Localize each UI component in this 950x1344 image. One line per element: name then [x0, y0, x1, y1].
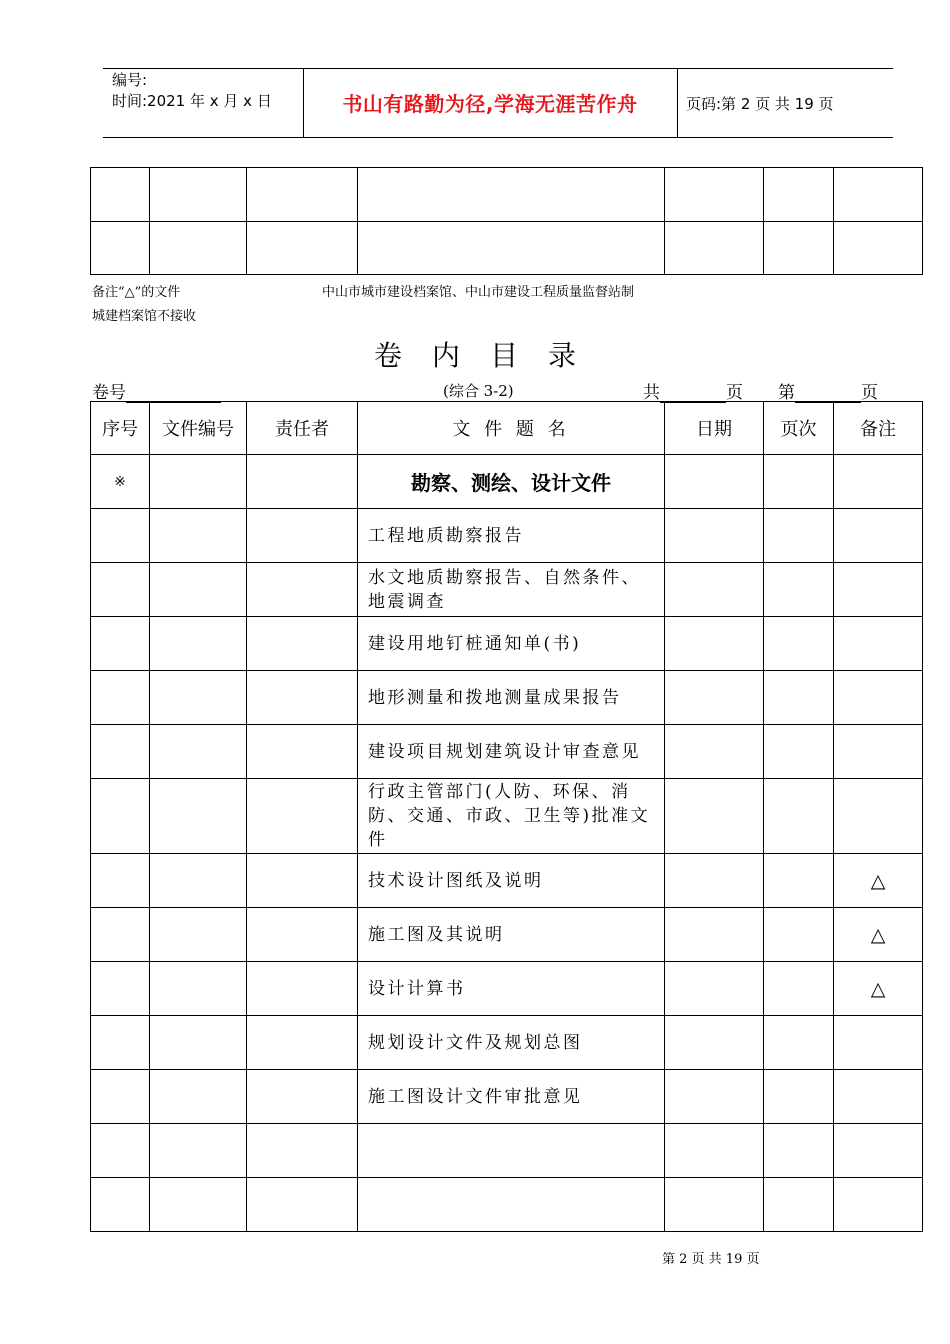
column-header: 页次: [764, 402, 834, 455]
empty-cell: [665, 1016, 764, 1070]
empty-cell: [247, 854, 358, 908]
empty-cell: [150, 563, 247, 617]
document-title-cell: 设计计算书: [358, 962, 665, 1016]
empty-cell: [150, 617, 247, 671]
empty-cell: [764, 725, 834, 779]
column-header: 备注: [834, 402, 923, 455]
empty-cell: [91, 671, 150, 725]
remark-cell: △: [834, 908, 923, 962]
column-header: 日期: [665, 402, 764, 455]
header-motto: 书山有路勤为径,学海无涯苦作舟: [342, 92, 638, 116]
empty-cell: [91, 908, 150, 962]
page-footer: 第 2 页 共 19 页: [662, 1252, 760, 1267]
remark-cell: [834, 617, 923, 671]
document-title-cell: 规划设计文件及规划总图: [358, 1016, 665, 1070]
section-title: 勘察、测绘、设计文件: [358, 455, 665, 509]
remark-cell: △: [834, 962, 923, 1016]
remark-cell: [834, 1178, 923, 1232]
page-title: 卷内目录: [373, 339, 606, 372]
header-page-info: 页码:第 2 页 共 19 页: [686, 95, 834, 113]
remark-cell: [834, 779, 923, 854]
note-line-1: 备注“△”的文件: [92, 285, 181, 300]
empty-cell: [247, 563, 358, 617]
table-row: [91, 563, 923, 617]
remark-cell: [834, 725, 923, 779]
empty-cell: [150, 908, 247, 962]
header-divider: [677, 69, 678, 137]
empty-cell: [150, 1124, 247, 1178]
empty-cell: [247, 671, 358, 725]
page-unit: 页: [726, 383, 743, 403]
remark-cell: [834, 1124, 923, 1178]
previous-table-fragment: [90, 167, 923, 275]
total-label: 共: [643, 383, 660, 403]
volume-field: [92, 378, 221, 403]
empty-cell: [764, 908, 834, 962]
document-title-cell: 地形测量和拨地测量成果报告: [358, 671, 665, 725]
table-row: [91, 779, 923, 854]
empty-cell: [91, 617, 150, 671]
empty-cell: [665, 962, 764, 1016]
empty-cell: [665, 725, 764, 779]
column-header: 文件编号: [150, 402, 247, 455]
table-row: [91, 1178, 923, 1232]
empty-cell: [150, 1178, 247, 1232]
empty-cell: [91, 563, 150, 617]
table-row: [91, 962, 923, 1016]
section-row: [91, 455, 923, 509]
table-row: [91, 1070, 923, 1124]
empty-cell: [150, 509, 247, 563]
empty-cell: [665, 779, 764, 854]
document-title-cell: 施工图设计文件审批意见: [358, 1070, 665, 1124]
empty-cell: [665, 1124, 764, 1178]
empty-cell: [665, 617, 764, 671]
empty-cell: [764, 563, 834, 617]
empty-cell: [150, 962, 247, 1016]
empty-cell: [665, 1178, 764, 1232]
table-row: [91, 671, 923, 725]
empty-cell: [764, 962, 834, 1016]
empty-cell: [764, 1178, 834, 1232]
section-mark: ※: [91, 455, 150, 509]
note-line-2: 城建档案馆不接收: [92, 309, 197, 324]
column-header: 责任者: [247, 402, 358, 455]
document-title-cell: 技术设计图纸及说明: [358, 854, 665, 908]
table-row: [91, 222, 923, 275]
empty-cell: [665, 563, 764, 617]
empty-cell: [247, 1016, 358, 1070]
table-row: [91, 854, 923, 908]
empty-cell: [247, 725, 358, 779]
empty-cell: [665, 1070, 764, 1124]
time-label: 时间:2021 年 x 月 x 日: [112, 92, 272, 110]
empty-cell: [150, 725, 247, 779]
empty-cell: [665, 854, 764, 908]
empty-cell: [91, 1124, 150, 1178]
total-pages-field: [643, 378, 743, 403]
document-title-cell: [358, 1124, 665, 1178]
empty-cell: [91, 779, 150, 854]
column-header: 序号: [91, 402, 150, 455]
empty-cell: [665, 509, 764, 563]
document-title-cell: 水文地质勘察报告、自然条件、地震调查: [358, 563, 665, 617]
category-code: (综合 3-2): [443, 382, 514, 400]
empty-cell: [247, 1070, 358, 1124]
volume-label: 卷号: [92, 383, 126, 403]
empty-cell: [247, 617, 358, 671]
table-row: [91, 1016, 923, 1070]
remark-cell: [834, 1070, 923, 1124]
empty-cell: [91, 854, 150, 908]
empty-cell: [764, 617, 834, 671]
page-unit: 页: [861, 383, 878, 403]
document-title-cell: 建设项目规划建筑设计审查意见: [358, 725, 665, 779]
empty-cell: [91, 1016, 150, 1070]
empty-cell: [91, 1070, 150, 1124]
remark-cell: △: [834, 854, 923, 908]
empty-cell: [150, 671, 247, 725]
document-title-cell: 施工图及其说明: [358, 908, 665, 962]
empty-cell: [91, 1178, 150, 1232]
column-header: 文 件 题 名: [358, 402, 665, 455]
remark-cell: [834, 563, 923, 617]
empty-cell: [91, 509, 150, 563]
catalog-table: [90, 401, 923, 1232]
remark-cell: [834, 671, 923, 725]
document-title-cell: 建设用地钉桩通知单(书): [358, 617, 665, 671]
empty-cell: [150, 854, 247, 908]
empty-cell: [764, 1124, 834, 1178]
empty-cell: [91, 962, 150, 1016]
issuer-note: 中山市城市建设档案馆、中山市建设工程质量监督站制: [322, 285, 635, 300]
table-row: [91, 509, 923, 563]
empty-cell: [247, 962, 358, 1016]
table-row: [91, 1124, 923, 1178]
table-header-row: [91, 402, 923, 455]
empty-cell: [247, 779, 358, 854]
empty-cell: [91, 725, 150, 779]
empty-cell: [665, 908, 764, 962]
empty-cell: [764, 1070, 834, 1124]
number-label: 编号:: [112, 71, 148, 89]
empty-cell: [150, 779, 247, 854]
table-row: [91, 725, 923, 779]
page-number-field: [778, 378, 878, 403]
document-title-cell: 工程地质勘察报告: [358, 509, 665, 563]
document-title-cell: 行政主管部门(人防、环保、消防、交通、市政、卫生等)批准文件: [358, 779, 665, 854]
table-row: [91, 908, 923, 962]
empty-cell: [665, 671, 764, 725]
document-title-cell: [358, 1178, 665, 1232]
empty-cell: [764, 509, 834, 563]
table-row: [91, 168, 923, 222]
table-row: [91, 617, 923, 671]
empty-cell: [247, 1124, 358, 1178]
empty-cell: [247, 1178, 358, 1232]
empty-cell: [150, 1016, 247, 1070]
empty-cell: [764, 1016, 834, 1070]
empty-cell: [150, 1070, 247, 1124]
empty-cell: [764, 779, 834, 854]
header-meta: [112, 70, 272, 112]
remark-cell: [834, 1016, 923, 1070]
remark-cell: [834, 509, 923, 563]
page-label: 第: [778, 383, 795, 403]
empty-cell: [764, 854, 834, 908]
empty-cell: [247, 908, 358, 962]
empty-cell: [764, 671, 834, 725]
empty-cell: [247, 509, 358, 563]
